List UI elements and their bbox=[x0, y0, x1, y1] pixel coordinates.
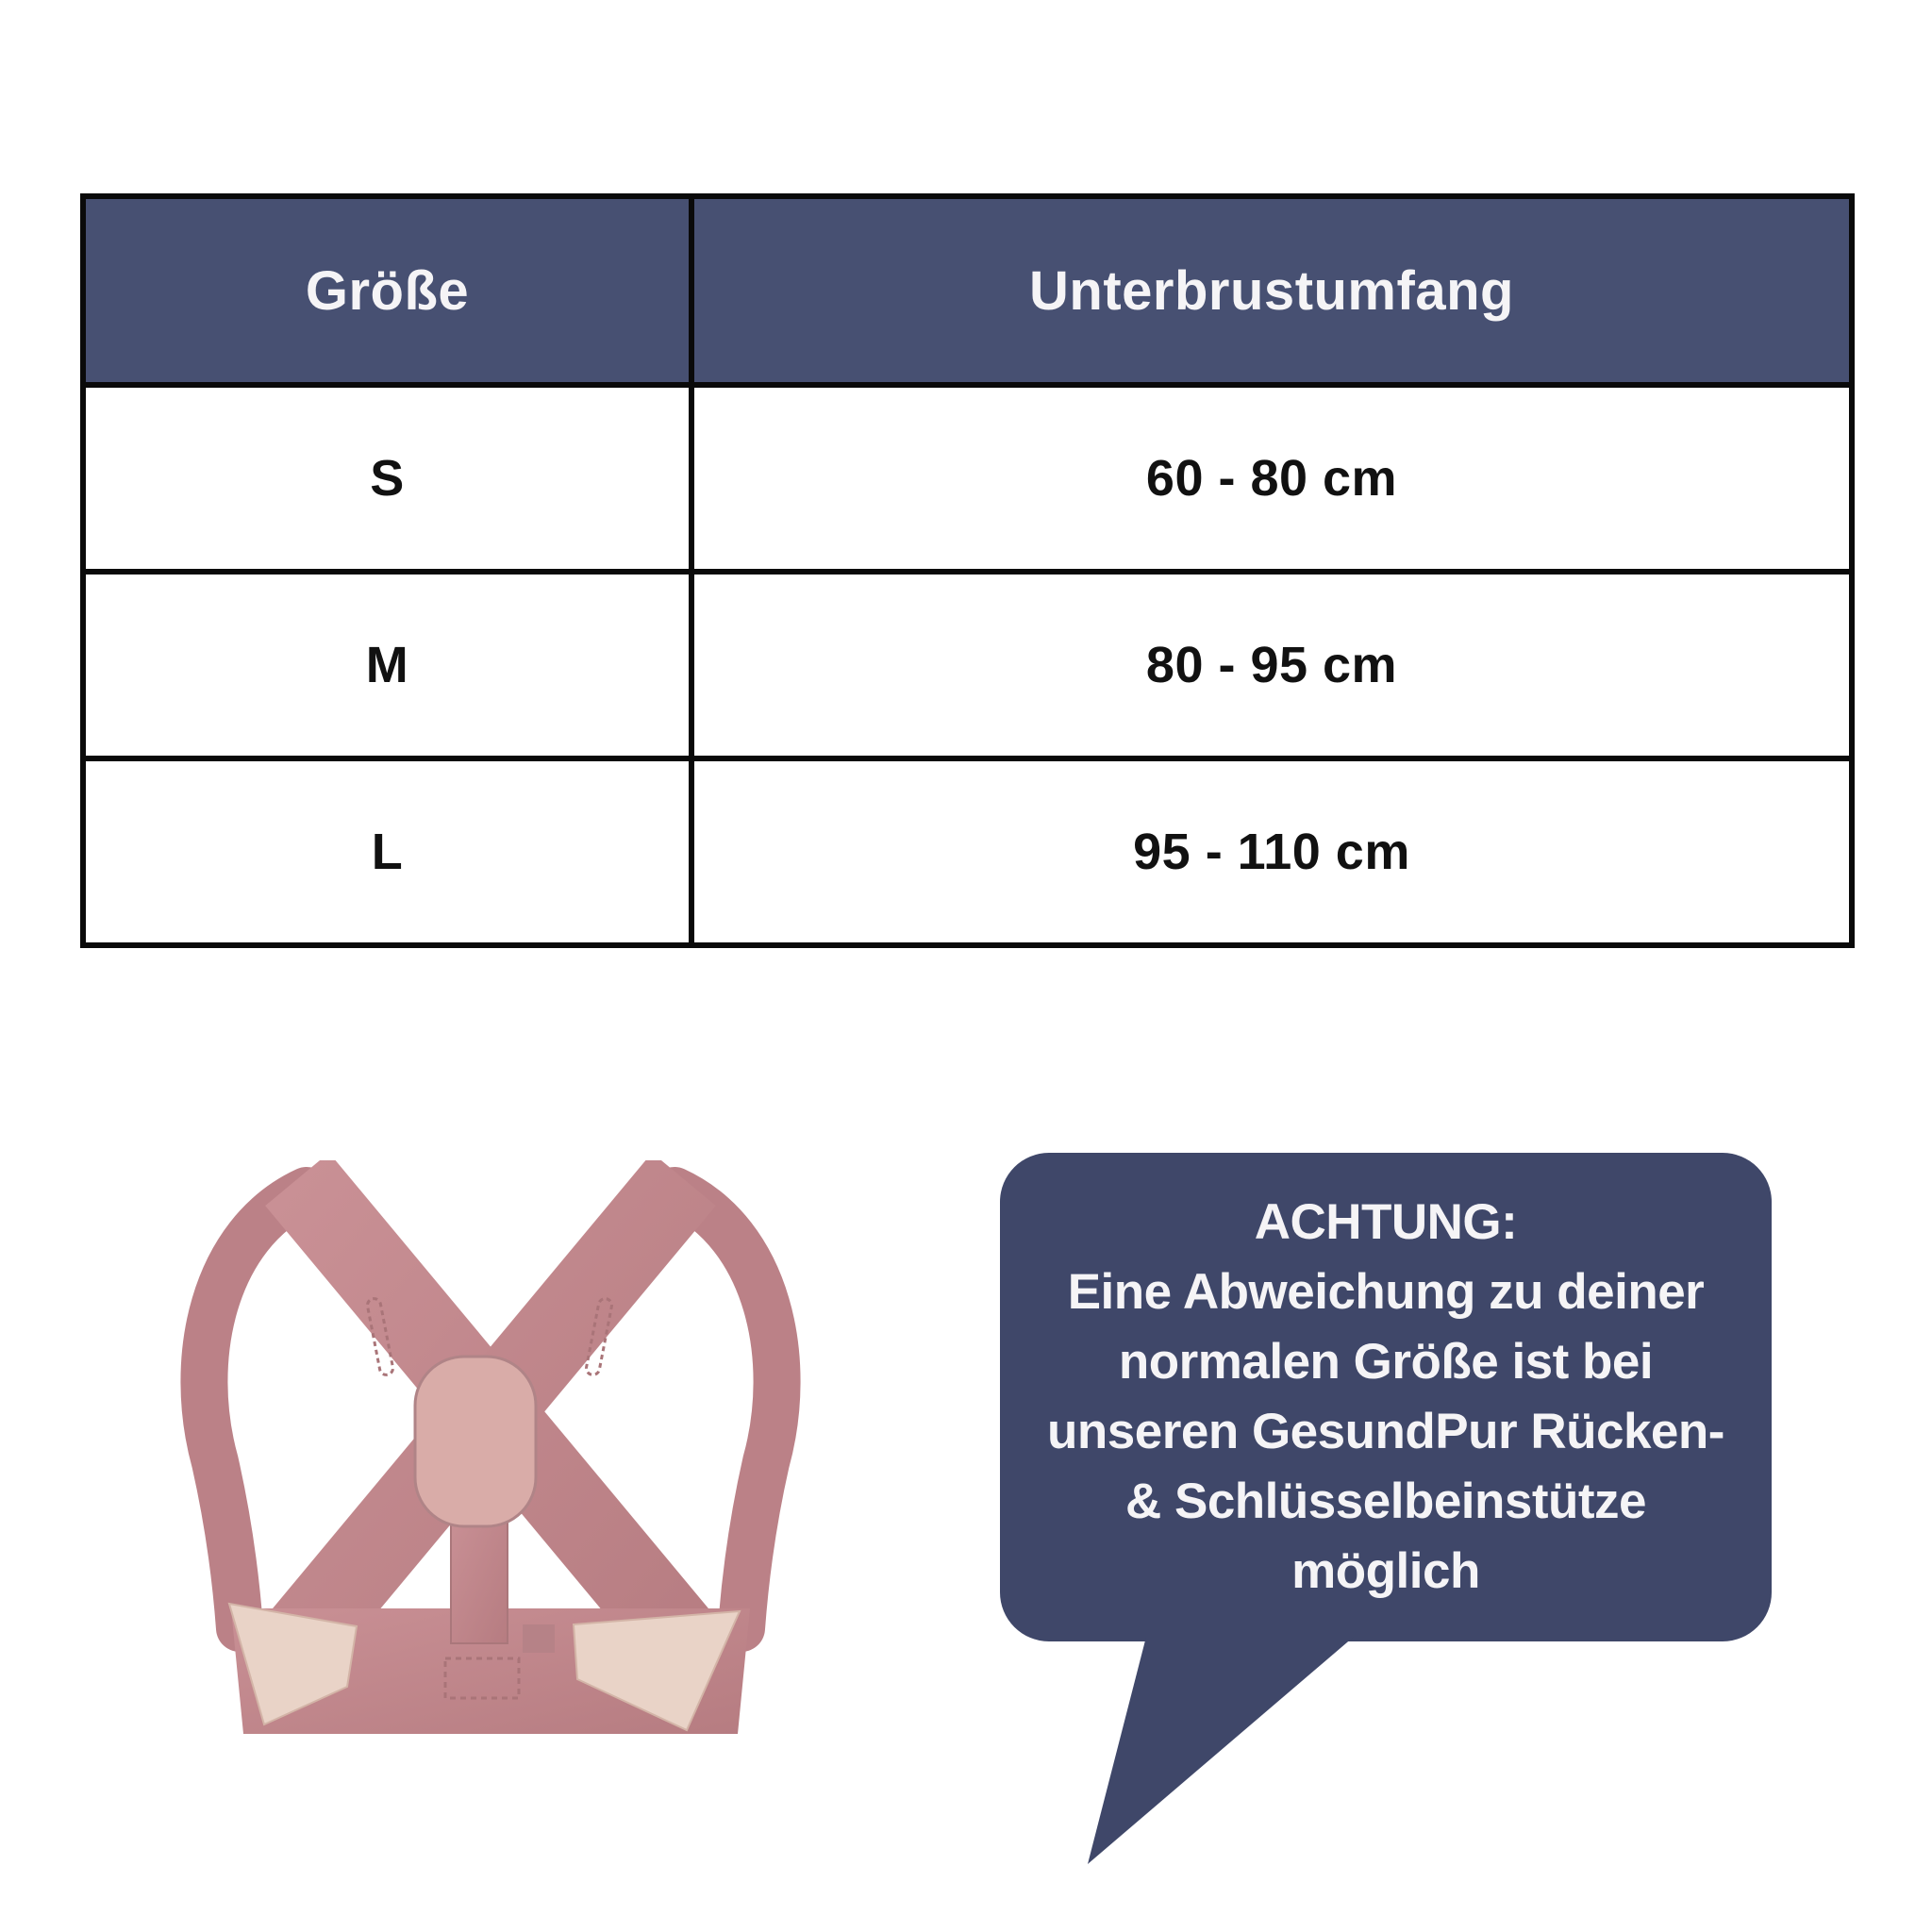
range-cell: 95 - 110 cm bbox=[691, 758, 1852, 945]
center-strap bbox=[451, 1511, 508, 1643]
size-table bbox=[80, 193, 1855, 948]
header-cell-unterbrustumfang: Unterbrustumfang bbox=[691, 196, 1852, 385]
range-cell: 60 - 80 cm bbox=[691, 385, 1852, 572]
callout-line-1: ACHTUNG: bbox=[1254, 1194, 1518, 1250]
size-cell: L bbox=[83, 758, 691, 945]
table-row-s bbox=[83, 385, 1852, 572]
header-cell-groesse: Größe bbox=[83, 196, 691, 385]
back-pad bbox=[415, 1357, 536, 1526]
product-photo-posture-corrector bbox=[132, 1160, 849, 1877]
table-row-l bbox=[83, 758, 1852, 945]
size-cell: M bbox=[83, 572, 691, 758]
size-cell: S bbox=[83, 385, 691, 572]
range-cell: 80 - 95 cm bbox=[691, 572, 1852, 758]
shoulder-loop-right bbox=[675, 1191, 777, 1628]
callout-line-5: & Schlüsselbeinstütze bbox=[1124, 1474, 1647, 1529]
callout-bubble bbox=[1000, 1153, 1772, 1641]
callout-line-3: normalen Größe ist bei bbox=[1118, 1334, 1654, 1390]
callout-line-6: möglich bbox=[1291, 1543, 1480, 1599]
table-header-row bbox=[83, 196, 1852, 385]
shoulder-loop-left bbox=[204, 1191, 307, 1628]
velcro-patch bbox=[523, 1624, 555, 1653]
callout-line-2: Eine Abweichung zu deiner bbox=[1067, 1264, 1705, 1320]
callout-line-4: unseren GesundPur Rücken- bbox=[1047, 1404, 1724, 1459]
callout-bubble-tail bbox=[1088, 1637, 1354, 1864]
table-row-m bbox=[83, 572, 1852, 758]
